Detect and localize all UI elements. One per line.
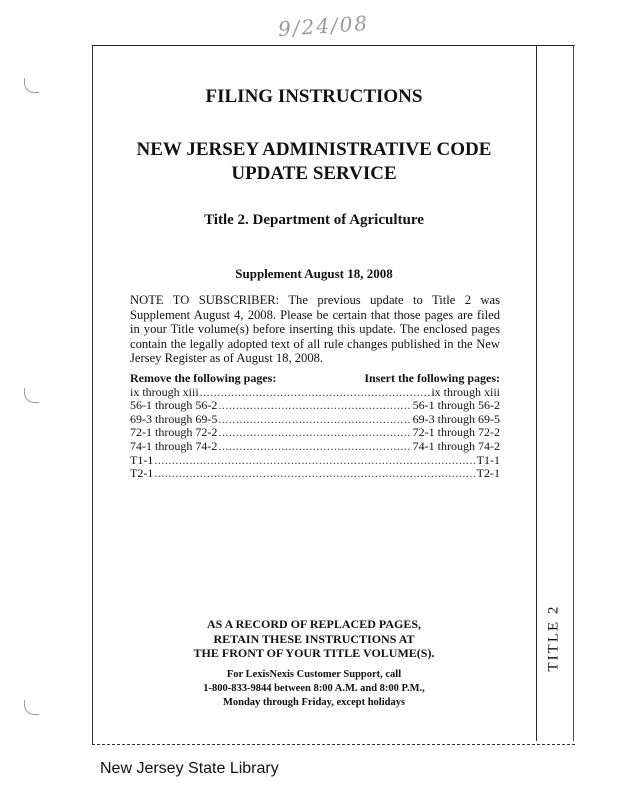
page-row <box>130 426 500 440</box>
library-stamp: New Jersey State Library <box>100 760 279 777</box>
page-replacement-list <box>130 372 500 481</box>
dot-leader <box>218 426 411 440</box>
dot-leader <box>218 440 411 454</box>
dot-leader <box>154 454 475 468</box>
insert-pages: 56-1 through 56-2 <box>412 398 500 413</box>
dot-leader <box>154 467 475 481</box>
page-row <box>130 467 500 481</box>
binder-hole-mark <box>24 388 39 403</box>
document-title: FILING INSTRUCTIONS <box>205 86 423 107</box>
dot-leader <box>218 399 411 413</box>
record-line-2: RETAIN THESE INSTRUCTIONS AT <box>213 631 415 646</box>
page-row <box>130 386 500 400</box>
page-row <box>130 399 500 413</box>
binder-hole-mark <box>24 700 39 715</box>
support-line-1: For LexisNexis Customer Support, call <box>226 669 402 680</box>
title-department: Title 2. Department of Agriculture <box>204 212 424 228</box>
title-tab-label: TITLE 2 <box>545 604 562 672</box>
service-heading <box>92 138 536 186</box>
support-line-2: 1-800-833-9844 between 8:00 A.M. and 8:00 P.M., <box>203 683 425 694</box>
insert-pages: 74-1 through 74-2 <box>412 438 500 453</box>
insert-pages: T2-1 <box>476 466 500 481</box>
service-line-1: NEW JERSEY ADMINISTRATIVE CODE <box>136 139 492 160</box>
remove-pages: T1-1 <box>130 452 154 467</box>
remove-pages: 56-1 through 56-2 <box>130 398 218 413</box>
remove-pages: 74-1 through 74-2 <box>130 438 218 453</box>
insert-pages: 69-3 through 69-5 <box>412 411 500 426</box>
dot-leader <box>200 386 431 400</box>
page-row <box>130 454 500 468</box>
record-line-3: THE FRONT OF YOUR TITLE VOLUME(S). <box>193 646 435 660</box>
record-instructions <box>92 617 536 661</box>
insert-pages: ix through xiii <box>431 384 500 399</box>
insert-header: Insert the following pages: <box>364 371 500 385</box>
binder-hole-mark <box>24 78 39 93</box>
customer-support <box>92 668 536 710</box>
page-row <box>130 440 500 454</box>
page-list-header <box>130 372 500 386</box>
dot-leader <box>218 413 411 427</box>
remove-pages: T2-1 <box>130 466 154 481</box>
insert-pages: T1-1 <box>476 452 500 467</box>
handwritten-date: 9/24/08 <box>277 10 370 42</box>
subscriber-note: NOTE TO SUBSCRIBER: The previous update to Title 2 was Supplement August 4, 2008. Please be certain that those pages are filed in your Title volume(s) before inserting this update. The enclosed pages contain the legally adopted text of all rule changes published in the New Jersey Register as of August 18, 2008. <box>130 293 500 365</box>
remove-pages: 72-1 through 72-2 <box>130 425 218 440</box>
record-line-1: AS A RECORD OF REPLACED PAGES, <box>206 617 422 631</box>
remove-header: Remove the following pages: <box>130 371 277 385</box>
remove-pages: 69-3 through 69-5 <box>130 411 218 426</box>
remove-pages: ix through xiii <box>130 384 199 399</box>
supplement-date: Supplement August 18, 2008 <box>235 266 393 281</box>
service-line-2: UPDATE SERVICE <box>231 163 397 184</box>
page-row <box>130 413 500 427</box>
insert-pages: 72-1 through 72-2 <box>412 425 500 440</box>
support-line-3: Monday through Friday, except holidays <box>222 697 406 708</box>
